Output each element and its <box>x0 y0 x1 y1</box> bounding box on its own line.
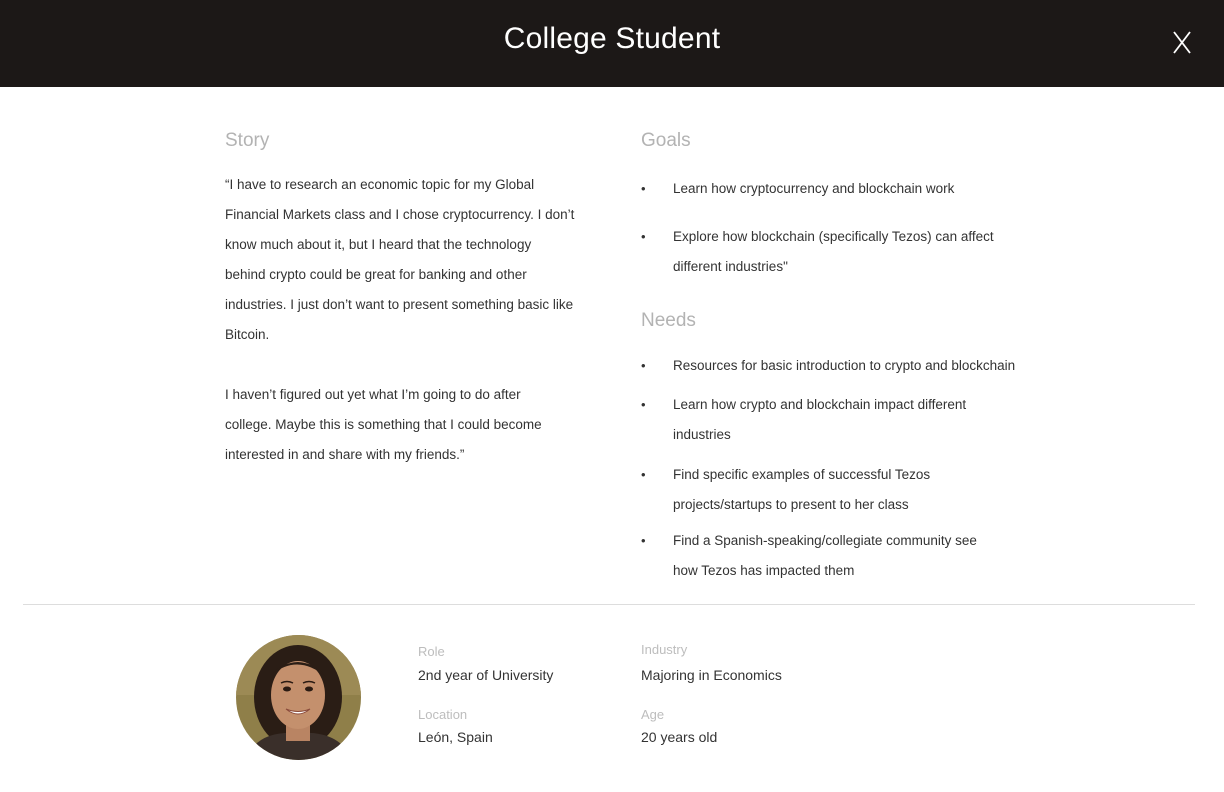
location-label: Location <box>418 707 468 722</box>
need-item <box>641 351 1041 381</box>
bullet-icon: • <box>641 467 646 482</box>
need-item <box>641 526 1041 586</box>
need-text: Find specific examples of successful Tezos projects/startups to present to her class <box>673 467 931 512</box>
bullet-icon: • <box>641 358 646 373</box>
need-text: Learn how crypto and blockchain impact different industries <box>673 397 967 442</box>
page-title: College Student <box>503 22 721 55</box>
role-label: Role <box>418 644 445 659</box>
goal-text: Learn how cryptocurrency and blockchain work <box>673 181 955 196</box>
goal-item <box>641 174 1041 204</box>
goals-heading: Goals <box>641 130 691 151</box>
bullet-icon: • <box>641 229 646 244</box>
story-paragraph-2: I haven’t figured out yet what I’m going to do after college. Maybe this is something that I could become interested in and share with my friends.” <box>225 387 542 462</box>
needs-heading: Needs <box>641 310 696 331</box>
goal-text: Explore how blockchain (specifically Tezos) can affect different industries" <box>673 229 994 274</box>
avatar <box>236 635 361 760</box>
bullet-icon: • <box>641 181 646 196</box>
story-heading: Story <box>225 130 270 151</box>
need-text: Resources for basic introduction to crypto and blockchain <box>673 358 1016 373</box>
industry-label: Industry <box>641 642 688 657</box>
age-value: 20 years old <box>641 729 718 745</box>
story-paragraph-1: “I have to research an economic topic for my Global Financial Markets class and I chose cryptocurrency. I don’t know much about it, but I heard that the technology behind crypto could be great for banking and other industries. I just don’t want to present something basic like Bitcoin. <box>225 177 575 342</box>
industry-value: Majoring in Economics <box>641 667 782 683</box>
close-button[interactable] <box>1166 26 1198 58</box>
bullet-icon: • <box>641 533 646 548</box>
bullet-icon: • <box>641 397 646 412</box>
location-value: León, Spain <box>418 729 493 745</box>
need-item <box>641 390 1041 450</box>
close-icon <box>1166 26 1198 58</box>
need-text: Find a Spanish-speaking/collegiate community see how Tezos has impacted them <box>673 533 977 578</box>
goal-item <box>641 222 1041 282</box>
section-divider <box>23 604 1195 605</box>
header-bar <box>0 0 1224 87</box>
role-value: 2nd year of University <box>418 667 554 683</box>
need-item <box>641 460 1041 520</box>
age-label: Age <box>641 707 665 722</box>
